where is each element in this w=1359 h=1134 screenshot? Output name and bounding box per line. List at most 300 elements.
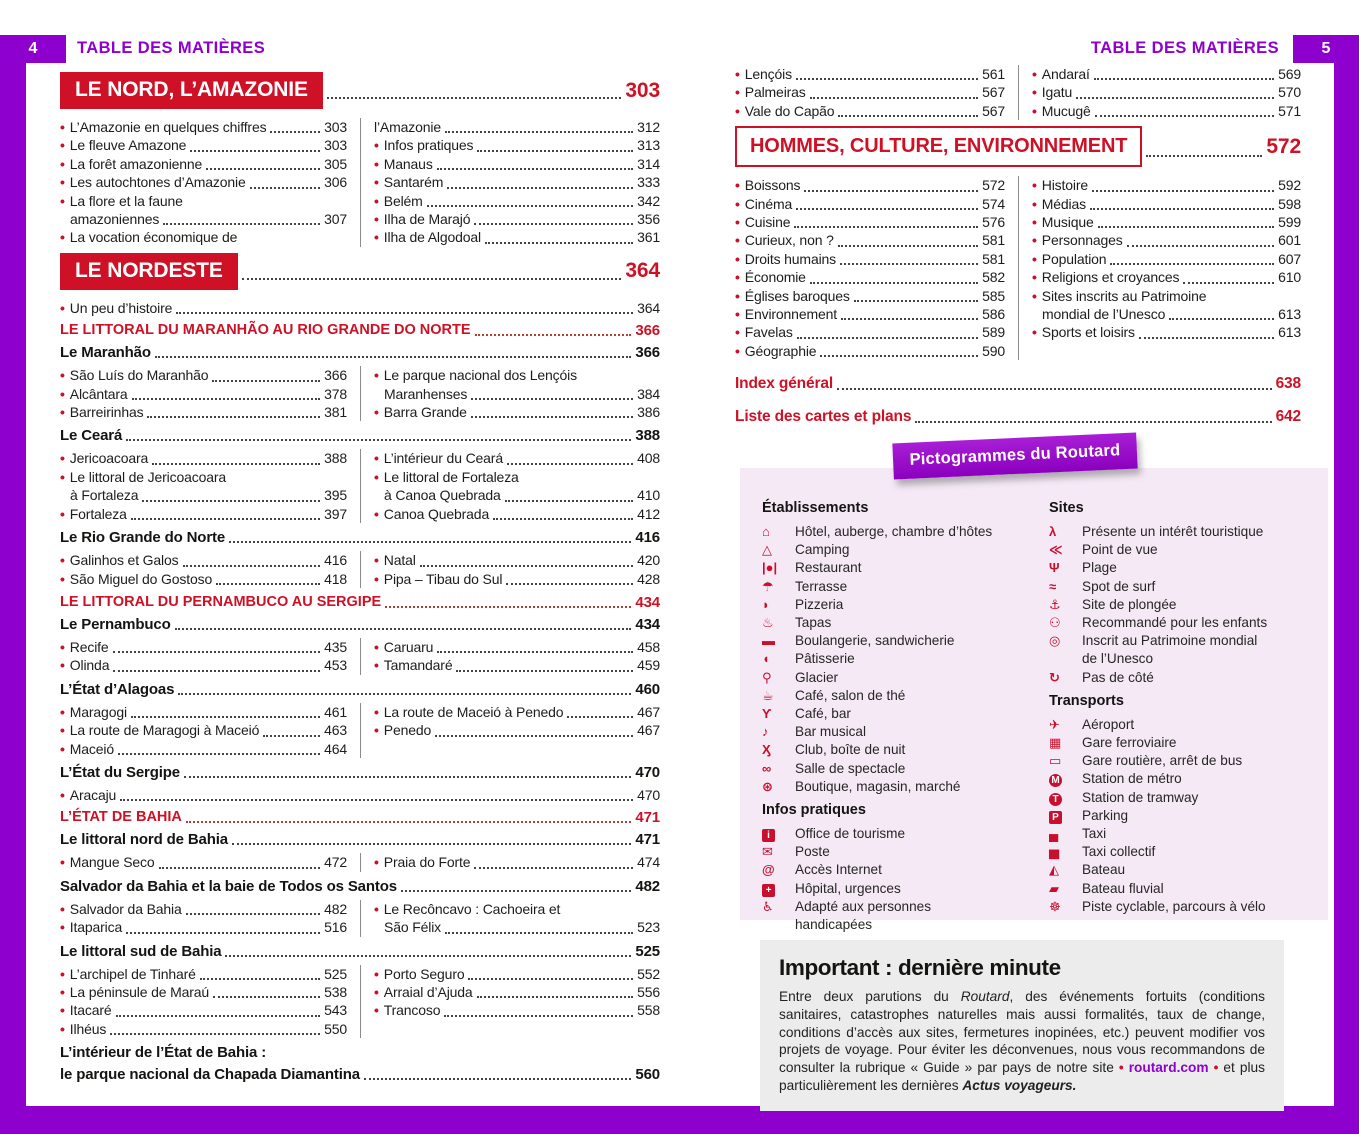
toc-entry-row [374,118,660,136]
entry-page: 314 [637,155,660,172]
entry-label: amazoniennes [70,211,160,228]
subhead-page: 416 [635,529,660,547]
bullet-icon: • [60,385,65,402]
taxi-icon: ▄ [1049,826,1059,842]
legend-item-label: Camping [795,542,850,558]
left-border-strip [0,35,26,1134]
boulangerie-icon: ▬ [762,633,775,649]
legend-item [1049,770,1318,788]
entry-label: Musique [1041,214,1094,231]
entry-label: Ilha de Algodoal [383,229,482,246]
leader-dots [810,282,978,284]
bullet-icon: • [374,703,379,720]
toc-two-columns [60,638,660,675]
subhead-bold-row [60,878,660,895]
toc-column-left [60,366,360,421]
toc-entry-row [60,505,347,523]
leader-dots [206,168,320,170]
subhead-page: 471 [635,809,660,827]
legend-item-label: Pâtisserie [795,651,855,667]
bullet-icon: • [374,468,379,485]
toc-entry-row [60,173,347,191]
legend-item-label: Taxi collectif [1082,844,1156,860]
entry-label: Ilha de Marajó [383,211,471,228]
pictogrammes-column-1 [762,494,1049,934]
bullet-icon: • [60,404,65,421]
legend-item-label: Station de métro [1082,771,1182,787]
entry-page: 613 [1278,324,1301,341]
toc-column-left [60,551,360,588]
bullet-icon: • [60,919,65,936]
toc-entry-row [735,65,1005,83]
entry-label: Salvador da Bahia [69,900,182,917]
entry-label: Barra Grande [383,404,467,421]
entry-label: Arraial d’Ajuda [383,983,473,1000]
gare-routiere-icon: ▭ [1049,753,1062,769]
legend-item [762,861,1049,879]
hopital-icon: + [762,884,775,897]
legend-item-label: Café, bar [795,706,851,722]
bullet-icon: • [1032,177,1037,194]
leader-dots [147,416,320,418]
leader-dots [474,223,633,225]
leader-dots [364,1078,632,1080]
entry-page: 570 [1278,84,1301,101]
legend-item-label: Site de plongée [1082,596,1177,612]
leader-dots [385,606,631,608]
toc-column-left [60,900,360,937]
hopital-icon [762,880,795,898]
legend-item [1049,716,1318,734]
leader-dots [445,932,633,934]
leader-dots [471,416,633,418]
toc-two-columns [60,551,660,588]
restaurant-icon: |●| [762,560,778,576]
leader-dots [435,735,633,737]
entry-page: 364 [637,299,660,316]
legend-item-label: Pas de côté [1082,669,1154,685]
toc-page-left [60,66,660,1088]
leader-dots [186,821,632,823]
leader-dots [232,843,631,845]
entry-label: Ilhéus [69,1020,107,1037]
toc-entry-row [735,231,1005,249]
subhead-bold-row [60,831,660,848]
bullet-icon: • [1032,250,1037,267]
leader-dots [142,500,320,502]
important-text-segment: • [1118,1060,1129,1076]
subhead-label: L’État d’Alagoas [60,680,175,698]
subhead-label: Le Rio Grande do Norte [60,529,226,547]
entry-label: à Fortaleza [70,487,139,504]
leader-dots [242,278,622,280]
section-banner: LE NORDESTE [60,253,238,290]
toc-entry-row [60,983,347,1001]
entry-page: 412 [637,505,660,522]
leader-dots [445,131,633,133]
important-note-box [760,940,1284,1111]
bullet-icon: • [1032,66,1037,82]
entry-page: 581 [982,250,1005,267]
toc-entry-row [60,210,347,228]
legend-item [762,578,1049,596]
entry-page: 386 [637,404,660,421]
toc-entry-row [60,853,347,871]
legend-item [762,778,1049,796]
subhead-bold-row [60,681,660,698]
toc-two-columns [60,965,660,1039]
acces-internet-icon: @ [762,862,775,878]
bullet-icon: • [374,638,379,655]
bullet-icon: • [60,367,65,384]
bullet-icon: • [60,703,65,720]
entry-label: Mangue Seco [69,854,155,871]
toc-entry-row [60,366,347,384]
entry-page: 586 [982,306,1005,323]
leader-dots [116,1015,321,1017]
legend-item-label: Bar musical [795,724,867,740]
parking-icon [1049,807,1082,825]
leader-dots [225,955,631,957]
legend-item-label: Taxi [1082,826,1107,842]
bullet-icon: • [1032,214,1037,231]
bullet-icon: • [60,570,65,587]
entry-page: 388 [324,450,347,467]
legend-item [762,614,1049,632]
bullet-icon: • [374,137,379,154]
legend-item [1049,559,1318,577]
entry-page: 550 [324,1020,347,1037]
entry-page: 561 [982,66,1005,82]
entry-label: La route de Maragogi à Maceió [69,722,260,739]
subhead-label: Le littoral sud de Bahia [60,942,222,960]
legend-item-label: Hôtel, auberge, chambre d’hôtes [795,524,993,539]
entry-label: Géographie [744,342,817,359]
bullet-icon: • [60,740,65,757]
page-number-left [0,35,66,63]
toc-entry-row [735,195,1005,213]
subhead-red-row [60,322,660,339]
legend-item [1049,861,1318,879]
parking-icon: P [1049,811,1062,824]
bullet-icon: • [1032,287,1037,304]
legend-group-title-infos-pratiques: Infos pratiques [762,802,866,819]
entry-label: Économie [744,269,806,286]
leader-dots [471,398,633,400]
running-head-right: TABLE DES MATIÈRES [1090,39,1279,57]
bullet-icon: • [60,900,65,917]
leader-dots [1090,208,1274,210]
leader-dots [444,1015,633,1017]
toc-entry-row [735,83,1005,101]
toc-two-columns [60,853,660,871]
bullet-icon: • [374,367,379,384]
leader-dots [176,312,633,314]
bullet-icon: • [60,192,65,209]
entry-page: 464 [324,740,347,757]
legend-item [1049,541,1318,559]
subhead-bold-row [60,344,660,361]
leader-dots [250,187,320,189]
legend-item [762,541,1049,559]
leader-dots [1094,78,1274,80]
pictogrammes-legend [740,468,1328,933]
entry-label: Sites inscrits au Patrimoine [1041,287,1207,304]
legend-item-label: Adapté aux personnes handicapées [795,898,932,933]
section-banner: HOMMES, CULTURE, ENVIRONNEMENT [735,126,1142,167]
pizzeria-icon: ◗ [762,596,770,612]
entry-page: 463 [324,722,347,739]
subhead-pre-line: L’intérieur de l’État de Bahia : [60,1044,267,1062]
important-text-segment: Routard [960,989,1010,1004]
bullet-icon: • [374,722,379,739]
legend-item [762,523,1049,541]
legend-item-label: Terrasse [795,578,848,594]
subhead-page: 460 [635,680,660,698]
leader-dots [263,735,320,737]
bullet-icon: • [1032,102,1037,119]
leader-dots [468,978,633,980]
entry-label: Galinhos et Galos [69,552,179,569]
handicap-icon: ♿ [762,898,774,914]
entry-label: Canoa Quebrada [383,505,490,522]
bullet-icon: • [374,552,379,569]
entry-page: 361 [637,229,660,246]
leader-dots [1139,337,1274,339]
leader-dots [1098,226,1274,228]
legend-item-label: Gare routière, arrêt de bus [1082,753,1243,769]
leader-dots [183,565,321,567]
toc-entry-row [1032,323,1301,341]
legend-item [762,632,1049,650]
leader-dots [447,187,633,189]
toc-entry-row [60,468,347,486]
page-number-left-value: 4 [28,40,38,57]
office-tourisme-icon [762,825,795,843]
toc-entry-row [374,983,660,1001]
toc-entry-row [60,900,347,918]
leader-dots [1146,155,1262,157]
entry-page: 467 [637,703,660,720]
toc-column-right [360,118,660,247]
toc-column-right [1018,65,1301,120]
bar-musical-icon: ♪ [762,724,769,740]
page-number-right [1293,35,1359,63]
index-line-row [735,375,1301,393]
legend-item [1049,880,1318,898]
legend-item [762,898,1049,934]
bullet-icon: • [374,965,379,982]
leader-dots [796,208,978,210]
leader-dots [794,226,978,228]
entry-label: La vocation économique de [69,229,238,246]
toc-entry-row [60,570,347,588]
toc-entry-row [60,703,347,721]
subhead-label: L’ÉTAT DE BAHIA [60,809,182,826]
leader-dots [200,978,320,980]
subhead-bold-row [60,616,660,633]
legend-item-label: Bateau fluvial [1082,880,1164,896]
entry-page: 416 [324,552,347,569]
hotel-icon: ⌂ [762,524,770,539]
subhead-red-row [60,594,660,611]
bullet-icon: • [374,854,379,871]
enfants-icon: ⚇ [1049,615,1061,631]
legend-item [762,559,1049,577]
tapas-icon: ♨ [762,615,774,631]
entry-page: 538 [324,983,347,1000]
bullet-icon: • [374,900,379,917]
club-icon: Ӽ [762,742,771,758]
legend-item-label: Recommandé pour les enfants [1082,615,1268,631]
entry-label: Population [1041,250,1107,267]
entry-page: 384 [637,385,660,402]
toc-entry-row [374,638,660,656]
bullet-icon: • [60,1020,65,1037]
entry-page: 333 [637,174,660,191]
section-banner-row [60,253,660,290]
bullet-icon: • [374,1002,379,1019]
leader-dots [163,223,320,225]
toc-column-right [360,703,660,758]
entry-label: La péninsule de Maraú [69,983,210,1000]
right-border-strip [1334,35,1359,1134]
bullet-icon: • [735,306,740,323]
bullet-icon: • [60,450,65,467]
bullet-icon: • [735,84,740,101]
entry-label: Le Recôncavo : Cachoeira et [383,900,561,917]
cafe-salon-the-icon: ☕ [762,687,774,703]
entry-label: Maragogi [69,703,127,720]
bullet-icon: • [1032,232,1037,249]
toc-entry-row [60,155,347,173]
toc-entry-row [1032,305,1301,323]
entry-label: Le fleuve Amazone [69,137,187,154]
leader-dots [804,190,978,192]
entry-label: Alcântara [69,385,128,402]
subhead-page: 366 [635,344,660,362]
entry-page: 303 [324,137,347,154]
toc-column-right [360,853,660,871]
entry-page: 472 [324,854,347,871]
subhead-bold-row [60,943,660,960]
leader-dots [401,890,631,892]
leader-dots [175,628,632,630]
subhead-bold-row [60,1066,660,1083]
bullet-icon: • [60,983,65,1000]
leader-dots [120,799,633,801]
bullet-icon: • [735,195,740,212]
toc-entry-row [374,468,660,486]
terrasse-icon: ☂ [762,578,774,594]
legend-group-title-etablissements: Établissements [762,500,869,516]
index-line-row [735,408,1301,426]
subhead-page: 434 [635,615,660,633]
legend-item-label: Café, salon de thé [795,687,906,703]
legend-item-label: Poste [795,844,830,860]
leader-dots [118,753,320,755]
toc-column-left [60,965,360,1039]
legend-item-label: Inscrit au Patrimoine mondial de l’Unesco [1082,633,1258,667]
toc-entry-row [374,210,660,228]
subhead-page: 434 [635,593,660,611]
entry-page: 592 [1278,177,1301,194]
entry-page: 610 [1278,269,1301,286]
entry-label: Barreirinhas [69,404,144,421]
legend-item-label: Station de tramway [1082,789,1199,805]
entry-label: La forêt amazonienne [69,155,203,172]
legend-item [762,723,1049,741]
toc-entry-row [60,740,347,758]
bullet-icon: • [1032,84,1037,101]
bullet-icon: • [60,468,65,485]
subhead-red-row [60,809,660,826]
entry-label: São Félix [384,919,442,936]
entry-page: 574 [982,195,1005,212]
entry-page: 381 [324,404,347,421]
legend-item [762,705,1049,723]
entry-page: 558 [637,1002,660,1019]
legend-item [1049,614,1318,632]
entry-label: Le littoral de Jericoacoara [69,468,227,485]
entry-label: Jericoacoara [69,450,149,467]
toc-single-block [60,299,660,317]
toc-entry-row [1032,231,1301,249]
bullet-icon: • [1032,195,1037,212]
important-text-segment: et plus particulièrement les dernières [779,1060,1265,1093]
entry-label: Igatu [1041,84,1073,101]
leader-dots [213,996,320,998]
leader-dots [1076,97,1274,99]
entry-label: Religions et croyances [1041,269,1180,286]
toc-entry-row [374,1001,660,1019]
entry-page: 312 [637,119,660,135]
entry-page: 613 [1278,306,1301,323]
toc-entry-row [60,965,347,983]
legend-item-label: Piste cyclable, parcours à vélo [1082,898,1266,914]
leader-dots [1095,115,1274,117]
leader-dots [110,1033,320,1035]
toc-entry-row [374,136,660,154]
entry-page: 395 [324,487,347,504]
subhead-label: LE LITTORAL DU MARANHÃO AU RIO GRANDE DO NORTE [60,322,471,339]
subhead-page: 366 [635,322,660,340]
bullet-icon: • [374,450,379,467]
legend-item [1049,669,1318,687]
legend-item [762,741,1049,759]
toc-page-right [735,64,1301,426]
legend-item-label: Salle de spectacle [795,760,906,776]
entry-page: 590 [982,342,1005,359]
leader-dots [477,996,634,998]
entry-label: Fortaleza [69,505,127,522]
entry-page: 342 [637,192,660,209]
leader-dots [810,97,978,99]
important-note-body [779,988,1265,1095]
toc-entry-row [60,1020,347,1038]
toc-column-right [360,366,660,421]
toc-two-columns [60,366,660,421]
entry-label: São Luís do Maranhão [69,367,209,384]
subhead-page: 388 [635,427,660,445]
aeroport-icon: ✈ [1049,716,1060,732]
metro-icon: M [1049,774,1062,787]
leader-dots [1110,263,1274,265]
entry-page: 607 [1278,250,1301,267]
entry-page: 307 [324,211,347,228]
legend-item [1049,578,1318,596]
bullet-icon: • [60,505,65,522]
